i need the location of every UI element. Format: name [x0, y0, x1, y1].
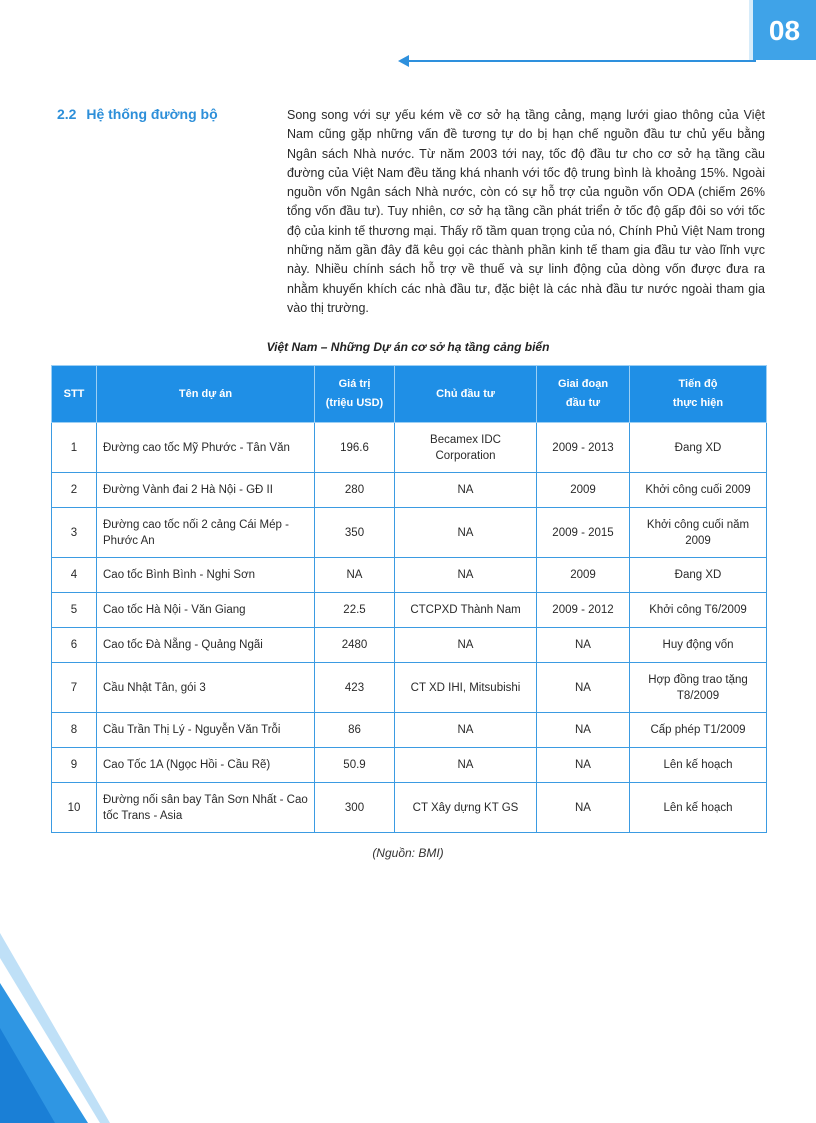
- header-phase-line1: Giai đoạn: [557, 378, 609, 390]
- cell-value: 350: [315, 508, 395, 558]
- cell-stt: 7: [52, 663, 97, 713]
- table-row: [52, 473, 767, 508]
- table-title: Việt Nam – Những Dự án cơ sở hạ tầng cảng biển: [266, 340, 550, 354]
- cell-investor: NA: [395, 508, 537, 558]
- cell-stt: 8: [52, 713, 97, 748]
- section-body: Song song với sự yếu kém về cơ sở hạ tầng cảng, mạng lưới giao thông của Việt Nam cũng gặp những vấn đề tương tự do bị hạn chế nguồn đầu tư chủ yếu bằng Ngân sách Nhà nước. Từ năm 2003 tới nay, tốc độ đầu tư cho cơ sở hạ tầng cầu đường của Việt Nam đều tăng khá nhanh với tốc độ trung bình là khoảng 15%. Ngoài nguồn vốn Ngân sách Nhà nước, còn có sự hỗ trợ của nguồn vốn ODA (chiếm 26% tổng vốn đầu tư). Tuy nhiên, cơ sở hạ tầng cần phát triển ở tốc độ gấp đôi so với tốc độ của kinh tế thương mại. Thấy rõ tầm quan trọng của nó, Chính Phủ Việt Nam trong những năm gần đây đã kêu gọi các thành phần kinh tế tham gia đầu tư vào lĩnh vực này. Nhiều chính sách hỗ trợ về thuế và sự linh động của dòng vốn được đưa ra nhằm khuyến khích các nhà đầu tư, đặc biệt là các nhà đầu tư nước ngoài tham gia vào thị trường.: [287, 108, 765, 315]
- cell-progress: Khởi công cuối 2009: [630, 473, 767, 508]
- cell-phase: 2009 - 2012: [537, 593, 630, 628]
- header-stt: STT: [52, 366, 97, 423]
- header-name: Tên dự án: [97, 366, 315, 423]
- cell-investor: NA: [395, 473, 537, 508]
- section-title: Hệ thống đường bộ: [86, 106, 218, 122]
- table-source-note: (Nguồn: BMI): [372, 846, 444, 860]
- cell-progress: Lên kế hoạch: [630, 783, 767, 833]
- cell-progress: Cấp phép T1/2009: [630, 713, 767, 748]
- cell-name: Cao tốc Hà Nội - Văn Giang: [97, 593, 315, 628]
- table-row: [52, 628, 767, 663]
- header-phase-line2: đầu tư: [565, 397, 601, 409]
- cell-value: 300: [315, 783, 395, 833]
- cell-value: 196.6: [315, 423, 395, 473]
- table-row: [52, 713, 767, 748]
- cell-stt: 1: [52, 423, 97, 473]
- table-row: [52, 593, 767, 628]
- cell-value: 50.9: [315, 748, 395, 783]
- cell-progress: Hợp đồng trao tặng T8/2009: [630, 663, 767, 713]
- section-heading: [57, 106, 277, 122]
- cell-stt: 9: [52, 748, 97, 783]
- cell-name: Cao tốc Bình Bình - Nghi Sơn: [97, 558, 315, 593]
- table-row: [52, 748, 767, 783]
- cell-phase: NA: [537, 783, 630, 833]
- header-progress: [630, 366, 767, 423]
- cell-phase: NA: [537, 713, 630, 748]
- header-value-line2: (triệu USD): [325, 397, 384, 409]
- cell-phase: NA: [537, 748, 630, 783]
- cell-investor: NA: [395, 558, 537, 593]
- cell-stt: 5: [52, 593, 97, 628]
- header-investor: Chủ đầu tư: [395, 366, 537, 423]
- table-row: [52, 423, 767, 473]
- header-progress-line2: thực hiện: [672, 397, 724, 409]
- section-number: 2.2: [57, 106, 77, 122]
- page-number: 08: [753, 0, 816, 60]
- cell-phase: 2009: [537, 473, 630, 508]
- cell-value: NA: [315, 558, 395, 593]
- cell-investor: Becamex IDC Corporation: [395, 423, 537, 473]
- cell-stt: 2: [52, 473, 97, 508]
- header-value: [315, 366, 395, 423]
- cell-progress: Khởi công T6/2009: [630, 593, 767, 628]
- cell-stt: 3: [52, 508, 97, 558]
- cell-name: Đường Vành đai 2 Hà Nội - GĐ II: [97, 473, 315, 508]
- cell-phase: NA: [537, 663, 630, 713]
- cell-name: Cao tốc Đà Nẵng - Quảng Ngãi: [97, 628, 315, 663]
- corner-decoration: [0, 933, 120, 1123]
- cell-investor: CT Xây dựng KT GS: [395, 783, 537, 833]
- cell-phase: 2009 - 2013: [537, 423, 630, 473]
- cell-progress: Huy động vốn: [630, 628, 767, 663]
- cell-progress: Khởi công cuối năm 2009: [630, 508, 767, 558]
- cell-progress: Lên kế hoạch: [630, 748, 767, 783]
- cell-investor: NA: [395, 628, 537, 663]
- header-value-line1: Giá trị: [338, 378, 371, 390]
- cell-name: Cầu Nhật Tân, gói 3: [97, 663, 315, 713]
- cell-name: Cao Tốc 1A (Ngọc Hồi - Cầu Rẽ): [97, 748, 315, 783]
- header-progress-line1: Tiến độ: [678, 378, 718, 390]
- cell-name: Đường cao tốc Mỹ Phước - Tân Văn: [97, 423, 315, 473]
- arrow-left-icon: [398, 55, 409, 67]
- cell-progress: Đang XD: [630, 423, 767, 473]
- cell-value: 86: [315, 713, 395, 748]
- cell-stt: 10: [52, 783, 97, 833]
- table-row: [52, 508, 767, 558]
- cell-value: 2480: [315, 628, 395, 663]
- cell-progress: Đang XD: [630, 558, 767, 593]
- cell-value: 280: [315, 473, 395, 508]
- cell-investor: NA: [395, 713, 537, 748]
- table-header-row: [52, 366, 767, 423]
- cell-value: 423: [315, 663, 395, 713]
- cell-name: Đường nối sân bay Tân Sơn Nhất - Cao tốc Trans - Asia: [97, 783, 315, 833]
- projects-table: [51, 365, 767, 833]
- cell-investor: CT XD IHI, Mitsubishi: [395, 663, 537, 713]
- cell-phase: 2009 - 2015: [537, 508, 630, 558]
- cell-phase: NA: [537, 628, 630, 663]
- cell-name: Cầu Trần Thị Lý - Nguyễn Văn Trỗi: [97, 713, 315, 748]
- cell-investor: NA: [395, 748, 537, 783]
- table-row: [52, 558, 767, 593]
- cell-phase: 2009: [537, 558, 630, 593]
- header-phase: [537, 366, 630, 423]
- cell-stt: 6: [52, 628, 97, 663]
- table-row: [52, 783, 767, 833]
- header-rule: [408, 60, 756, 62]
- cell-investor: CTCPXD Thành Nam: [395, 593, 537, 628]
- cell-name: Đường cao tốc nối 2 cảng Cái Mép - Phước An: [97, 508, 315, 558]
- table-row: [52, 663, 767, 713]
- cell-value: 22.5: [315, 593, 395, 628]
- cell-stt: 4: [52, 558, 97, 593]
